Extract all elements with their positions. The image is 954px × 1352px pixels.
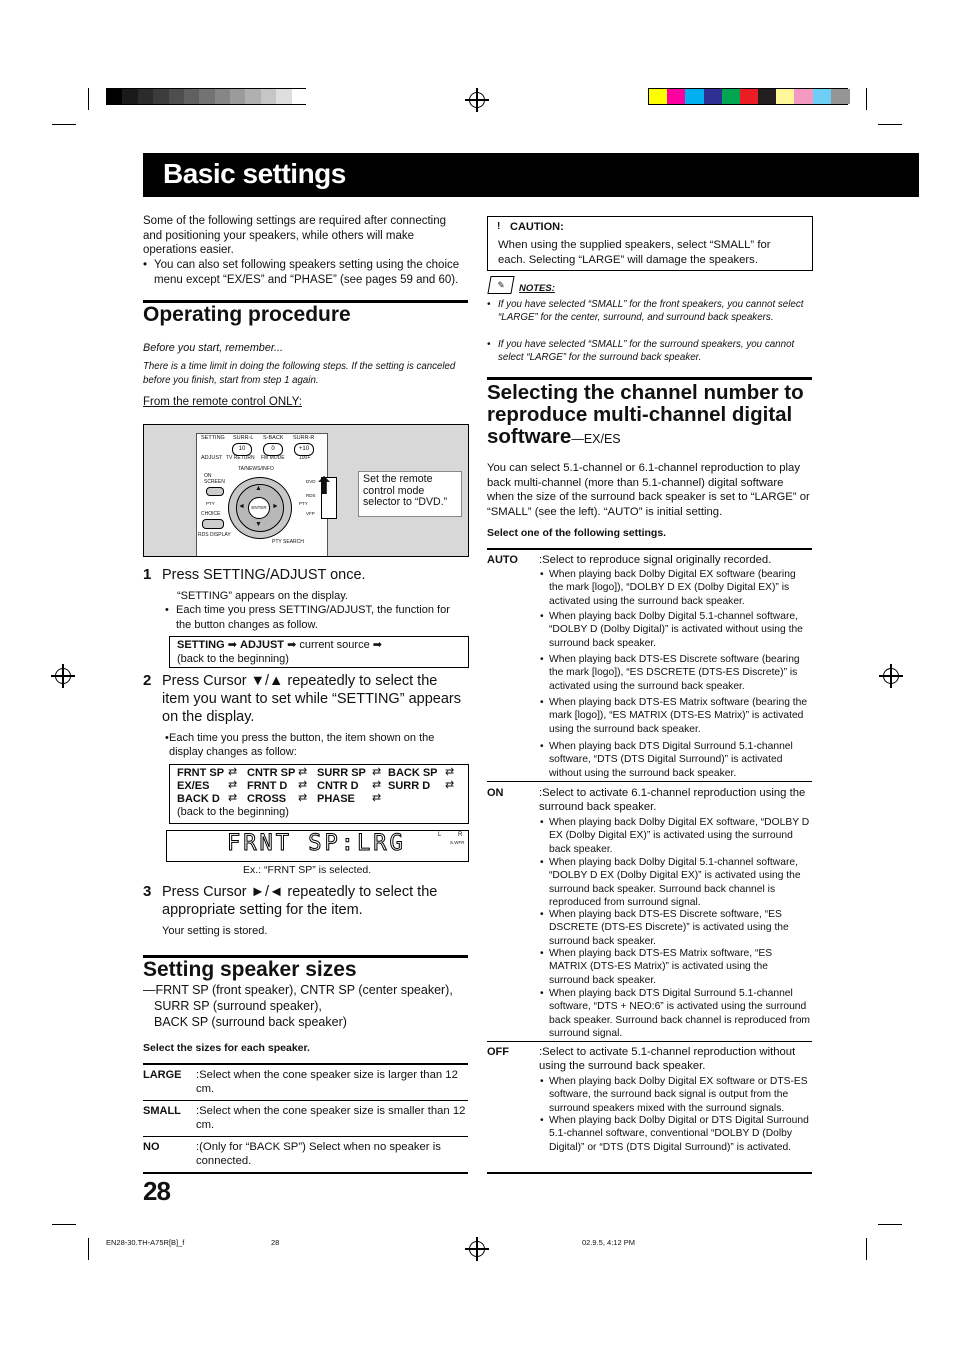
step-1-number: 1 <box>143 566 152 583</box>
registration-mark-icon <box>469 1241 485 1257</box>
color-swatch <box>153 89 169 104</box>
button-10 <box>232 443 252 456</box>
page-title: Basic settings <box>163 158 346 189</box>
cycle-arrow-icon: ⇄ <box>445 779 455 791</box>
cycle-item: CROSS <box>247 793 287 805</box>
auto-bullet: • When playing back Dolby Digital EX software (bearing the mark [logo]), “DOLBY D EX (Dolby Digital EX)” is activated using the surround back speaker. <box>540 568 810 608</box>
off-bullet: • When playing back Dolby Digital or DTS Digital Surround 5.1-channel software, conventional “DOLBY D (Dolby Digital)” or “DTS (DTS Digital Surround)” is activated. <box>540 1114 812 1154</box>
cycle-item: CNTR D <box>317 780 359 792</box>
step-2-bullet: • Each time you press the button, the item shown on the display changes as follow: <box>165 731 465 759</box>
button-plus10 <box>294 443 314 456</box>
crop-mark <box>878 1224 902 1225</box>
size-desc-no: :(Only for “BACK SP”) Select when no speaker is connected. <box>196 1141 441 1167</box>
color-swatch <box>261 89 277 104</box>
color-swatch <box>230 89 246 104</box>
color-swatch <box>776 89 795 104</box>
color-swatch <box>722 89 741 104</box>
remote-note-box <box>358 471 462 517</box>
notes-title: NOTES: <box>519 283 555 294</box>
surr-r-label: SURR-R <box>293 435 315 441</box>
size-desc-large: :Select when the cone speaker size is larger than 12 cm. <box>196 1069 458 1095</box>
channel-heading-line1: Selecting the channel number to <box>487 381 804 404</box>
color-swatch <box>667 89 686 104</box>
off-bullet: • When playing back Dolby Digital EX software or DTS-ES software, the surround back signal is output from the surround speakers mixed with the surround signals. <box>540 1075 812 1115</box>
on-bullet: • When playing back Dolby Digital 5.1-channel software, “DOLBY D EX (Dolby Digital EX)” is activated using the surround back speaker. Surround back channel is reproduced from surround signal. <box>540 856 810 910</box>
color-swatch <box>122 89 138 104</box>
color-swatch <box>831 89 850 104</box>
auto-label: AUTO <box>487 554 518 566</box>
size-label-large: LARGE <box>143 1069 182 1081</box>
crop-mark <box>52 1224 76 1225</box>
caution-title: CAUTION: <box>510 221 564 233</box>
channel-heading-software: software <box>487 425 572 448</box>
color-swatch-bar <box>648 88 848 105</box>
note-item-text: If you have selected “SMALL” for the surround speakers, you cannot select “LARGE” for the surround back speaker. <box>498 339 795 364</box>
cursor-left-icon: ◄ <box>238 503 245 510</box>
cycle-item: SURR SP <box>317 767 366 779</box>
step-3-number: 3 <box>143 883 152 900</box>
step-2-bullet-text: Each time you press the button, the item shown on the display changes as follow: <box>169 732 435 758</box>
enter-button <box>248 497 270 519</box>
crop-mark <box>88 88 89 110</box>
note-item: • If you have selected “SMALL” for the surround speakers, you cannot select “LARGE” for the surround back speaker. <box>487 338 805 365</box>
color-swatch <box>184 89 200 104</box>
choice-button <box>202 519 224 529</box>
flow-arrow-icon: ➡ <box>227 639 237 651</box>
color-swatch <box>199 89 215 104</box>
vfp-label: VFP <box>306 511 315 516</box>
auto-bullet-text: When playing back DTS-ES Matrix software (bearing the mark [logo]), “ES MATRIX (DTS-ES Matrix)” is activated using the surround back speaker. <box>549 697 808 735</box>
choice-label: CHOICE <box>201 511 221 517</box>
table-divider <box>487 781 812 782</box>
pty-left-label: PTY <box>206 501 215 506</box>
speaker-sizes-sub1: —FRNT SP (front speaker), CNTR SP (center speaker), <box>143 983 453 997</box>
fm-mode-label: FM MODE <box>261 455 285 461</box>
off-bullet-text: When playing back Dolby Digital EX software or DTS-ES software, the surround back signal is output from the surround speakers mixed with the surround signals. <box>549 1076 808 1114</box>
flow-setting: SETTING <box>177 639 225 651</box>
table-divider <box>487 1041 812 1042</box>
crop-mark <box>878 124 902 125</box>
pty-right-label: PTY <box>299 501 308 506</box>
cycle-arrow-icon: ⇄ <box>372 766 382 778</box>
speaker-sizes-heading: Setting speaker sizes <box>143 958 357 981</box>
auto-bullet: • When playing back DTS-ES Discrete software (bearing the mark [logo]), “ES DSCRETE (DTS-ES Discrete)” is activated using the surround back speaker. <box>540 653 810 693</box>
display-text: FRNT SP:LRG <box>227 831 406 856</box>
channel-select: Select one of the following settings. <box>487 527 667 539</box>
table-divider <box>143 1136 468 1137</box>
channel-heading-line2: reproduce multi-channel digital <box>487 403 793 426</box>
on-bullet-text: When playing back DTS-ES Discrete software, “ES DSCRETE (DTS-ES Discrete)” is activated using the surround back speaker. <box>549 909 789 947</box>
footer-date: 02.9.5, 4:12 PM <box>582 1238 635 1247</box>
cycle-item: FRNT D <box>247 780 288 792</box>
setting-label: SETTING <box>201 435 225 441</box>
operating-heading: Operating procedure <box>143 303 351 326</box>
cycle-arrow-icon: ⇄ <box>228 766 238 778</box>
table-divider <box>143 1100 468 1101</box>
step-2-number: 2 <box>143 672 152 689</box>
rds-display-label: RDS DISPLAY <box>198 532 231 538</box>
cycle-item: EX/ES <box>177 780 210 792</box>
color-swatch <box>704 89 723 104</box>
color-swatch <box>138 89 154 104</box>
color-swatch <box>758 89 777 104</box>
footer-page: 28 <box>271 1238 280 1247</box>
cycle-item: PHASE <box>317 793 355 805</box>
note-item: • If you have selected “SMALL” for the front speakers, you cannot select “LARGE” for the center, surround, and surround back speakers. <box>487 299 804 324</box>
crop-mark <box>866 88 867 110</box>
on-screen-button <box>206 487 224 496</box>
auto-bullet: • When playing back DTS Digital Surround 5.1-channel software, “DTS (DTS Digital Surround)” is activated without using the surround back speaker. <box>540 740 810 780</box>
cycle-item: SURR D <box>388 780 431 792</box>
table-rule <box>487 1172 812 1174</box>
registration-mark-icon <box>469 92 485 108</box>
step-2-title: Press Cursor ▼/▲ repeatedly to select the item you want to set while “SETTING” appears on the display. <box>162 673 461 725</box>
note-item-text: If you have selected “SMALL” for the front speakers, you cannot select “LARGE” for the center, surround, and surround back speakers. <box>498 299 804 324</box>
color-swatch <box>215 89 231 104</box>
caution-icon: ! <box>497 221 501 232</box>
cursor-up-icon: ▲ <box>255 485 262 492</box>
off-label: OFF <box>487 1046 509 1058</box>
display-caption: Ex.: “FRNT SP” is selected. <box>243 864 372 876</box>
surr-l-label: SURR-L <box>233 435 254 441</box>
display-panel <box>166 830 469 862</box>
on-bullet-text: When playing back Dolby Digital EX software, “DOLBY D EX (Dolby Digital EX)” is activated using the surround back speaker. <box>549 817 810 855</box>
crop-mark <box>52 124 76 125</box>
color-swatch <box>245 89 261 104</box>
on-bullet-text: When playing back DTS-ES Matrix software, “ES MATRIX (DTS-ES Matrix)” is activated using the surround back speaker. <box>549 948 773 986</box>
enter-label: ENTER <box>251 505 267 510</box>
cycle-arrow-icon: ⇄ <box>228 779 238 791</box>
step-1-line: “SETTING” appears on the display. <box>177 590 348 602</box>
cycle-arrow-icon: ⇄ <box>445 766 455 778</box>
auto-bullet-text: When playing back Dolby Digital EX software (bearing the mark [logo]), “DOLBY D EX (Dolby Digital EX)” is activated using the surround back speaker. <box>549 569 796 607</box>
page-title-bar <box>143 153 919 197</box>
color-swatch <box>813 89 832 104</box>
off-bullet-text: When playing back Dolby Digital or DTS Digital Surround 5.1-channel software, conventional “DOLBY D (Dolby Digital)” or “DTS (DTS Digital Surround)” is activated. <box>549 1115 809 1153</box>
flow-arrow-icon: ➡ <box>287 639 297 651</box>
registration-mark-icon <box>55 668 71 684</box>
cycle-arrow-icon: ⇄ <box>298 766 308 778</box>
auto-desc: :Select to reproduce signal originally recorded. <box>539 554 772 566</box>
dvd-label: DVD <box>306 479 316 484</box>
on-bullet: • When playing back DTS-ES Matrix software, “ES MATRIX (DTS-ES Matrix)” is activated using the surround back speaker. <box>540 947 810 987</box>
display-subwoofer-indicator: S.WFR <box>450 840 465 845</box>
cycle-arrow-icon: ⇄ <box>298 792 308 804</box>
size-desc-small: :Select when the cone speaker size is smaller than 12 cm. <box>196 1105 466 1131</box>
color-swatch <box>649 89 668 104</box>
display-r-indicator: R <box>458 832 463 838</box>
cycle-item: FRNT SP <box>177 767 225 779</box>
on-bullet: • When playing back DTS Digital Surround 5.1-channel software, “DTS + NEO:6” is activated using the surround back speaker. Surround back channel is reproduced from surround signal. <box>540 988 811 1040</box>
auto-bullet-text: When playing back DTS-ES Discrete software (bearing the mark [logo]), “ES DSCRETE (DTS-ES Discrete)” is activated using the surround back speaker. <box>549 654 800 692</box>
footer-file: EN28-30.TH-A75R[B]_f <box>106 1238 185 1247</box>
color-swatch <box>169 89 185 104</box>
channel-intro: You can select 5.1-channel or 6.1-channel reproduction to play back multi-channel (more than 5.1-channel) digital software when the size of the surround back speaker is set to “LARGE” or “SMALL” (see the left). “AUTO” is initial setting. <box>487 462 810 518</box>
cycle-arrow-icon: ⇄ <box>372 792 382 804</box>
s-back-label: S-BACK <box>263 435 284 441</box>
section-rule <box>487 377 812 380</box>
channel-heading-suffix: —EX/ES <box>571 432 621 446</box>
button-10-label: 10 <box>238 446 246 452</box>
rds-label: RDS <box>306 493 316 498</box>
pty-search-label: PTY SEARCH <box>272 539 304 545</box>
flow-current-source: current source <box>299 639 370 651</box>
crop-mark <box>866 1238 867 1260</box>
setting-flow-box <box>169 636 469 668</box>
caution-text: When using the supplied speakers, select “SMALL” for each. Selecting “LARGE” will damage the speakers. <box>498 239 771 266</box>
intro-bullet-text: You can also set following speakers setting using the choice menu except “EX/ES” and “PHASE” (see pages 59 and 60). <box>154 259 460 286</box>
flow-adjust: ADJUST <box>240 639 285 651</box>
gray-swatch-bar <box>106 88 306 105</box>
intro-bullet: • You can also set following speakers setting using the choice menu except “EX/ES” and “PHASE” (see pages 59 and 60). <box>143 258 465 287</box>
button-0 <box>263 443 283 456</box>
hundred-label: 100+ <box>299 455 311 461</box>
cycle-arrow-icon: ⇄ <box>298 779 308 791</box>
cycle-item: BACK SP <box>388 767 438 779</box>
cycle-arrow-icon: ⇄ <box>372 779 382 791</box>
before-start-text: Before you start, remember... <box>143 342 284 354</box>
on-bullet-text: When playing back Dolby Digital 5.1-channel software, “DOLBY D EX (Dolby Digital EX)” is activated using the surround back speaker. Surround back channel is reproduced from surround signal. <box>549 857 801 909</box>
page-number: 28 <box>143 1176 170 1206</box>
speaker-sizes-select: Select the sizes for each speaker. <box>143 1042 310 1054</box>
remote-illustration <box>143 424 469 557</box>
size-label-no: NO <box>143 1141 160 1153</box>
color-swatch <box>794 89 813 104</box>
tv-return-label: TV RETURN <box>226 455 255 461</box>
table-rule <box>143 1172 468 1174</box>
auto-bullet: • When playing back DTS-ES Matrix software (bearing the mark [logo]), “ES MATRIX (DTS-ES Matrix)” is activated using the surround back speaker. <box>540 696 810 736</box>
color-swatch <box>685 89 704 104</box>
auto-bullet-text: When playing back DTS Digital Surround 5.1-channel software, “DTS (DTS Digital Surround)” is activated without using the surround back speaker. <box>549 741 793 779</box>
button-plus10-label: +10 <box>298 446 310 452</box>
cursor-right-icon: ► <box>272 503 279 510</box>
item-cycle-box <box>169 764 469 824</box>
on-desc: :Select to activate 6.1-channel reproduction using the surround back speaker. <box>539 787 806 813</box>
step-1-title: Press SETTING/ADJUST once. <box>162 567 366 583</box>
step-3-line: Your setting is stored. <box>162 925 268 937</box>
on-label: ON <box>487 787 504 799</box>
remote-note-text: Set the remote control mode selector to “DVD.” <box>363 473 448 508</box>
remote-only-label: From the remote control ONLY: <box>143 396 302 408</box>
auto-bullet-text: When playing back Dolby Digital 5.1-channel software, “DOLBY D (Dolby Digital)” is activated without using the surround back speaker. <box>549 611 803 649</box>
flow-arrow-icon: ➡ <box>372 639 382 651</box>
adjust-label: ADJUST <box>201 455 223 461</box>
step-1-bullet-text: Each time you press SETTING/ADJUST, the function for the button changes as follow. <box>176 604 450 631</box>
cycle-item: CNTR SP <box>247 767 296 779</box>
cursor-down-icon: ▼ <box>255 521 262 528</box>
step-1-bullet: • Each time you press SETTING/ADJUST, the function for the button changes as follow. <box>165 603 465 632</box>
table-rule <box>487 548 812 550</box>
intro-text: Some of the following settings are required after connecting and positioning your speakers, while others will make operations easier. <box>143 215 447 256</box>
on-bullet-text: When playing back DTS Digital Surround 5.1-channel software, “DTS + NEO:6” is activated using the surround back speaker. Surround back channel is reproduced from surround signal. <box>549 988 811 1040</box>
size-label-small: SMALL <box>143 1105 181 1117</box>
step-3-title: Press Cursor ►/◄ repeatedly to select the appropriate setting for the item. <box>162 884 438 918</box>
auto-bullet: • When playing back Dolby Digital 5.1-channel software, “DOLBY D (Dolby Digital)” is activated without using the surround back speaker. <box>540 610 810 650</box>
table-rule <box>143 1063 468 1065</box>
display-l-indicator: L <box>438 832 442 838</box>
crop-mark <box>88 1238 89 1260</box>
color-swatch <box>292 89 308 104</box>
ta-label: TA/NEWS/INFO <box>238 466 274 472</box>
on-screen-label: ON SCREEN <box>204 473 225 485</box>
on-bullet: • When playing back DTS-ES Discrete software, “ES DSCRETE (DTS-ES Discrete)” is activated using the surround back speaker. <box>540 908 810 948</box>
off-desc: :Select to activate 5.1-channel reproduction without using the surround back speaker. <box>539 1046 796 1072</box>
on-bullet: • When playing back Dolby Digital EX software, “DOLBY D EX (Dolby Digital EX)” is activated using the surround back speaker. <box>540 817 810 855</box>
cycle-arrow-icon: ⇄ <box>228 792 238 804</box>
flow-back: (back to the beginning) <box>177 653 289 665</box>
notes-icon: ✎ <box>487 276 514 294</box>
cycle-back: (back to the beginning) <box>177 806 289 818</box>
caution-box <box>487 216 813 271</box>
speaker-sizes-sub2: SURR SP (surround speaker), <box>154 999 322 1013</box>
selector-arrow-icon: ⬆ <box>314 473 335 500</box>
speaker-sizes-sub3: BACK SP (surround back speaker) <box>154 1015 347 1029</box>
cycle-item: BACK D <box>177 793 220 805</box>
button-0-label: 0 <box>271 446 275 452</box>
color-swatch <box>276 89 292 104</box>
time-limit-text: There is a time limit in doing the following steps. If the setting is canceled before you finish, start from step 1 again. <box>143 361 456 386</box>
channel-heading-line3 <box>487 426 621 448</box>
registration-mark-icon <box>883 668 899 684</box>
color-swatch <box>740 89 759 104</box>
color-swatch <box>107 89 123 104</box>
